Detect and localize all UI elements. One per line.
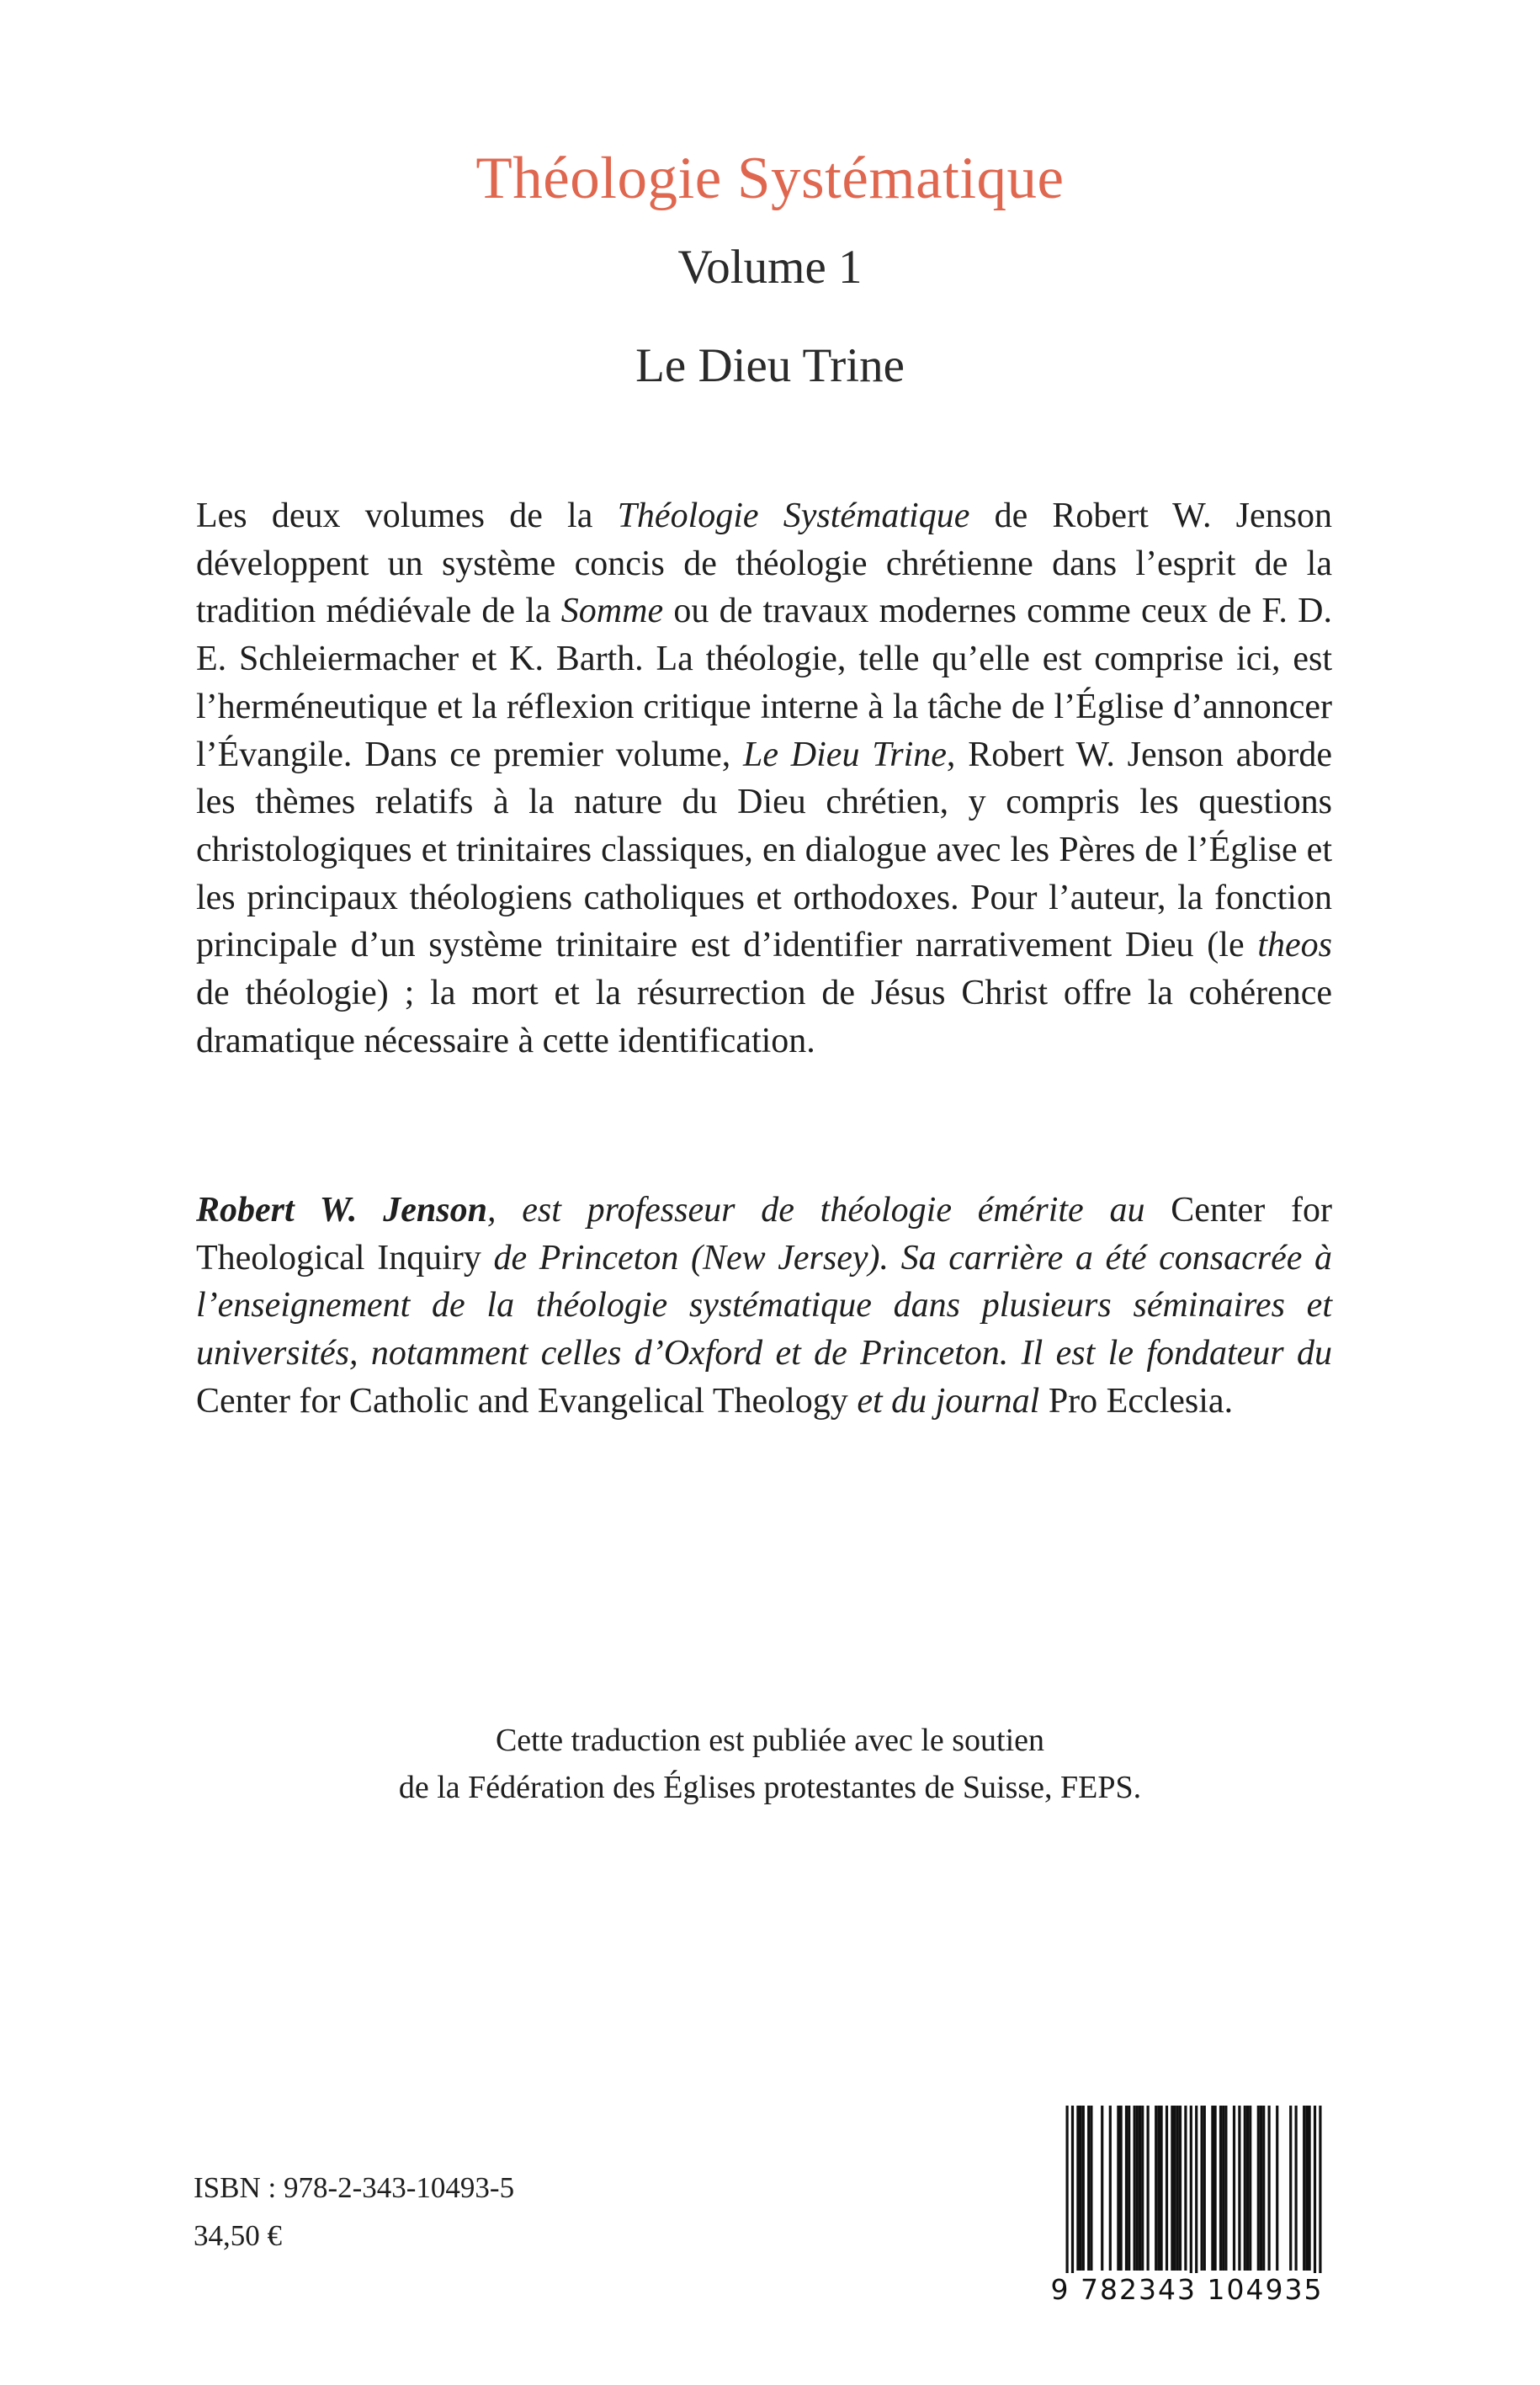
barcode-bar [1233,2106,1235,2271]
barcode-bar [1076,2106,1079,2271]
barcode-guard-bar [1190,2106,1192,2281]
barcode-bar [1249,2106,1251,2271]
barcode-bar [1082,2106,1085,2271]
barcode-bar [1244,2106,1246,2271]
support-line-2: de la Fédération des Églises protestantes de Suisse, FEPS. [398,1770,1142,1805]
volume-label: Volume 1 [677,241,863,294]
barcode-bar [1184,2106,1187,2271]
description-text-2: de Robert W. Jenson développent un système concis de théologie chrétienne dans l’esprit de la tradition médiévale de la [196,497,1332,631]
author-bio [196,1187,1332,1426]
barcode-digits: 9 782343 104935 [1046,2273,1328,2306]
barcode-bar [1214,2106,1217,2271]
author-bio-institution-2: Center for Catholic and Evangelical Theology [196,1381,848,1421]
barcode-bar [1157,2106,1160,2271]
barcode-bar [1176,2106,1179,2271]
price: 34,50 € [194,2219,282,2252]
barcode-bars [1046,2104,1328,2281]
barcode-bar [1260,2106,1262,2271]
barcode-bar [1166,2106,1168,2271]
barcode-bar [1174,2106,1176,2271]
barcode-bar [1246,2106,1249,2271]
author-bio-text-1: , est professeur de théologie émérite au [486,1191,1171,1230]
description-text-3: ou de travaux modernes comme ceux de F. D. E. Schleiermacher et K. Barth. La théologie, telle qu’elle est comprise ici, est l’herméneutique et la réflexion critique interne à la tâche de l’Église d’annoncer l’Évangile. Dans ce premier volume, [196,592,1332,774]
barcode-bar [1268,2106,1271,2271]
barcode-bar [1276,2106,1278,2271]
barcode-bar [1222,2106,1224,2271]
barcode-bar [1125,2106,1128,2271]
barcode-bar [1109,2106,1112,2271]
description-italic-dieu-trine: Le Dieu Trine [743,735,947,774]
barcode-bar [1309,2106,1311,2271]
author-bio-text-4: . [1224,1381,1234,1421]
isbn: ISBN : 978-2-343-10493-5 [194,2171,515,2204]
barcode-bar [1201,2106,1203,2271]
barcode-bar [1117,2106,1119,2271]
book-title: Théologie Systématique [475,146,1065,211]
barcode-bar [1136,2106,1139,2271]
author-bio-text-2: de Princeton (New Jersey). Sa carrière a été consacrée à l’enseignement de la théologie systématique dans plusieurs séminaires et universités, notamment celles d’Oxford et de Princeton. Il est le fondateur du [196,1238,1333,1373]
barcode-bar [1289,2106,1292,2271]
description-italic-theos: theos [1257,926,1332,965]
author-bio-text-3: et du journal [847,1381,1049,1421]
barcode-bar [1305,2106,1308,2271]
barcode-bar [1090,2106,1092,2271]
barcode-bar [1295,2106,1298,2271]
support-line-1: Cette traduction est publiée avec le soutien [495,1723,1045,1758]
barcode-bar [1139,2106,1141,2271]
barcode-bar [1134,2106,1136,2271]
barcode-bar [1219,2106,1222,2271]
barcode-bar [1101,2106,1103,2271]
barcode-bar [1238,2106,1240,2271]
barcode-bar [1203,2106,1206,2271]
description-italic-somme: Somme [560,592,664,631]
barcode-bar [1080,2106,1082,2271]
barcode [1046,2104,1328,2310]
barcode-bar [1155,2106,1157,2271]
barcode-bar [1257,2106,1260,2271]
barcode-bar [1147,2106,1150,2271]
barcode-bar [1262,2106,1265,2271]
barcode-bar [1224,2106,1227,2271]
barcode-guard-bar [1071,2106,1074,2281]
description-text-1: Les deux volumes de la [196,497,618,535]
barcode-guard-bar [1195,2106,1197,2281]
barcode-guard-bar [1066,2106,1069,2281]
barcode-bar [1128,2106,1130,2271]
barcode-bar [1087,2106,1090,2271]
author-name: Robert W. Jenson [196,1191,487,1230]
barcode-bar [1171,2106,1173,2271]
book-description [196,492,1332,1065]
book-subtitle: Le Dieu Trine [635,339,905,392]
barcode-guard-bar [1314,2106,1316,2281]
author-bio-institution-1: Center for Theological Inquiry [196,1191,1332,1277]
barcode-bar [1120,2106,1123,2271]
description-text-5: de théologie) ; la mort et la résurrection de Jésus Christ offre la cohérence dramatique nécessaire à cette identification. [196,974,1332,1060]
author-bio-journal: Pro Ecclesia [1048,1381,1224,1421]
barcode-bar [1303,2106,1305,2271]
barcode-bar [1179,2106,1182,2271]
barcode-bar [1160,2106,1163,2271]
barcode-bar [1211,2106,1213,2271]
barcode-guard-bar [1319,2106,1321,2281]
barcode-bar [1141,2106,1144,2271]
translation-support-note [0,1717,1540,1811]
description-text-4: , Robert W. Jenson aborde les thèmes relatifs à la nature du Dieu chrétien, y compris les questions christologiques et trinitaires classiques, en dialogue avec les Pères de l’Église et les principaux théologiens catholiques et orthodoxes. Pour l’auteur, la fonction principale d’un système trinitaire est d’identifier narrativement Dieu (le [196,735,1332,965]
description-italic-title: Théologie Systématique [617,497,970,535]
